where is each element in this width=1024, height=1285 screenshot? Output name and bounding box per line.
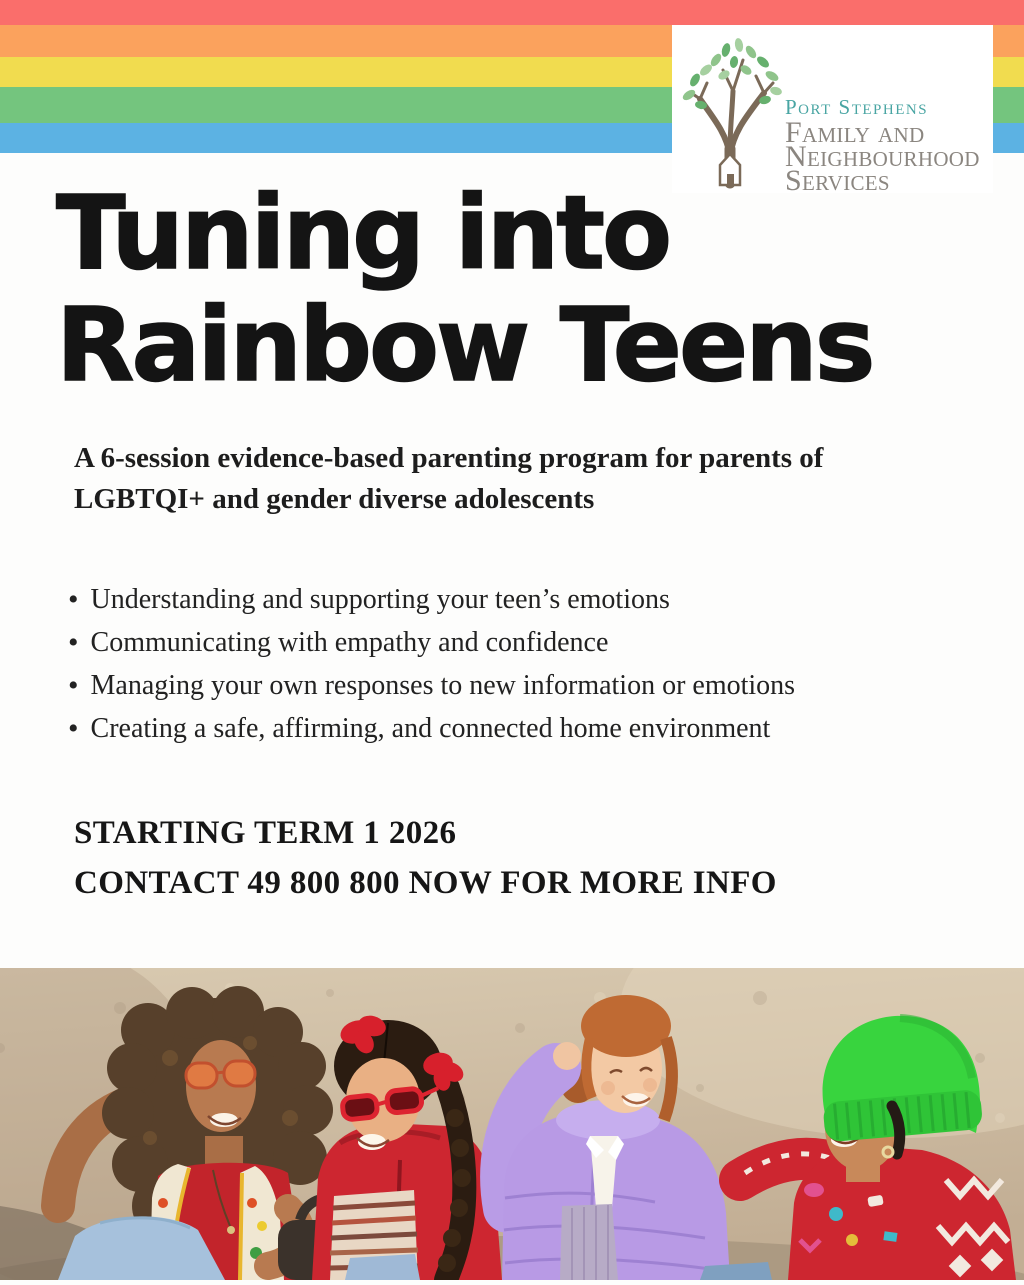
program-description [74,438,823,520]
start-date-text: STARTING TERM 1 2026 [74,815,457,851]
topic-item: • Communicating with empathy and confidence [68,621,795,664]
topic-item: • Understanding and supporting your teen’s emotions [68,578,795,621]
topic-item: • Creating a safe, affirming, and connected home environment [68,707,795,750]
org-name-line-3: Services [785,164,890,197]
org-name-primary: Port Stephens [785,95,929,119]
org-name-line-1: Family and [785,116,925,149]
subtitle-line-2: LGBTQI+ and gender diverse adolescents [74,483,595,515]
rainbow-stripe-0 [0,0,1024,25]
contact-text: CONTACT 49 800 800 NOW FOR MORE INFO [74,865,777,901]
teens-photo-illustration [0,968,1024,1280]
program-topics-list [68,578,795,750]
title-line-2: Rainbow Teens [56,286,873,405]
title-line-1: Tuning into [56,174,670,293]
subtitle-line-1: A 6-session evidence-based parenting program for parents of [74,442,824,474]
org-name-line-2: Neighbourhood [785,140,980,173]
org-logo-card [672,25,993,197]
topic-item: • Managing your own responses to new information or emotions [68,664,795,707]
teens-photo [0,968,1024,1280]
footer-info [74,808,777,908]
tree-icon [676,33,788,191]
